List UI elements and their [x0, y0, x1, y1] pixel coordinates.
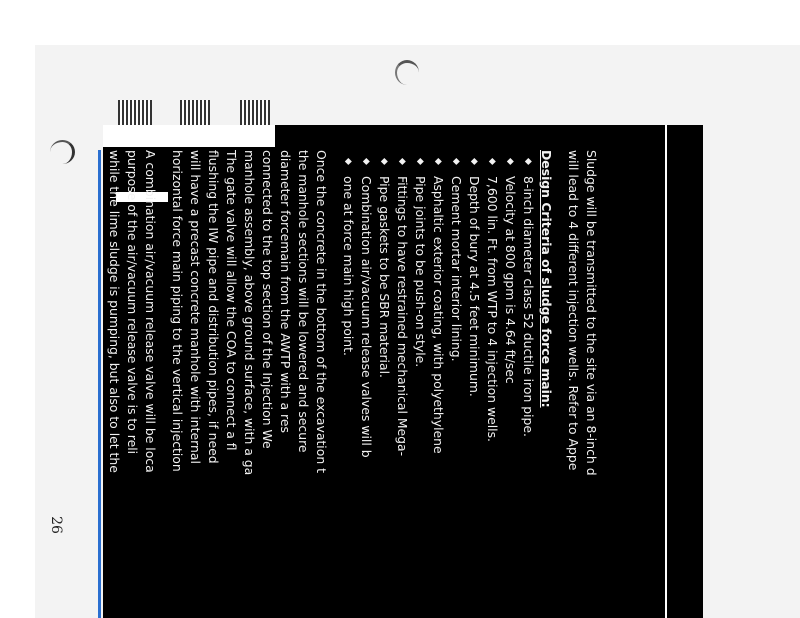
page-number: 26: [47, 516, 64, 534]
page-notch: [103, 125, 275, 147]
text-line: A combination air/vacuum release valve will be loca: [143, 150, 158, 473]
punch-hole-mark: [50, 140, 75, 164]
text-line: purpose of the air/vacuum release valve is to reli: [125, 150, 140, 455]
text-line: connected to the top section of the Injection We: [260, 150, 275, 449]
column-rule: [665, 125, 667, 618]
text-line: Once the concrete in the bottom of the excavation t: [314, 150, 329, 473]
text-line: Sludge will be transmitted to the site via an 8-inch d: [584, 150, 599, 476]
document-body: [96, 150, 600, 610]
list-item: ◆ Pipe gaskets to be SBR material.: [375, 158, 393, 610]
list-item: ◆ Pipe joints to be push-on style.: [411, 158, 429, 610]
list-item: ◆ 8-inch diameter class 52 ductile iron pipe.: [519, 158, 537, 610]
list-item: ◆ Fittings to have restrained mechanical Mega-: [393, 158, 411, 610]
list-item: ◆ 7,600 lin. Ft. from WTP to 4 injection wells.: [483, 158, 501, 610]
list-item: ◆ Combination air/vacuum release valves will b: [357, 158, 375, 610]
manhole-paragraph: [168, 150, 330, 610]
intro-paragraph: [564, 150, 600, 610]
list-item: ◆ Asphaltic exterior coating, with polyethylene: [429, 158, 447, 610]
text-line: while the lime sludge is pumping, but also to let the: [107, 150, 122, 473]
list-item: ◆ Velocity at 800 gpm is 4.64 ft/sec: [501, 158, 519, 610]
text-line: diameter forcemain from the AWTP with a res: [278, 150, 293, 433]
text-line: manhole assembly, above ground surface, with a ga: [242, 150, 257, 476]
text-line: the manhole sections will be lowered and secure: [296, 150, 311, 453]
text-line: horizontal force main piping to the vertical injection: [170, 150, 185, 472]
list-item: ◆ Cement mortar interior lining.: [447, 158, 465, 610]
text-line: flushing the IW pipe and distribution pipes, if need: [206, 150, 221, 464]
list-item-continuation: ◆ one at force main high point.: [339, 158, 357, 610]
text-line: will have a precast concrete manhole with internal: [188, 150, 203, 464]
criteria-heading: Design Criteria of sludge force main:: [539, 150, 554, 408]
criteria-list: [339, 150, 537, 610]
punch-hole-mark: [395, 60, 419, 85]
list-item: ◆ Depth of bury at 4.5 feet minimum.: [465, 158, 483, 610]
valve-paragraph: [105, 150, 159, 610]
text-line: The gate valve will allow the COA to connect a fl: [224, 150, 239, 451]
text-line: will lead to 4 different injection wells. Refer to Appe: [566, 150, 581, 471]
